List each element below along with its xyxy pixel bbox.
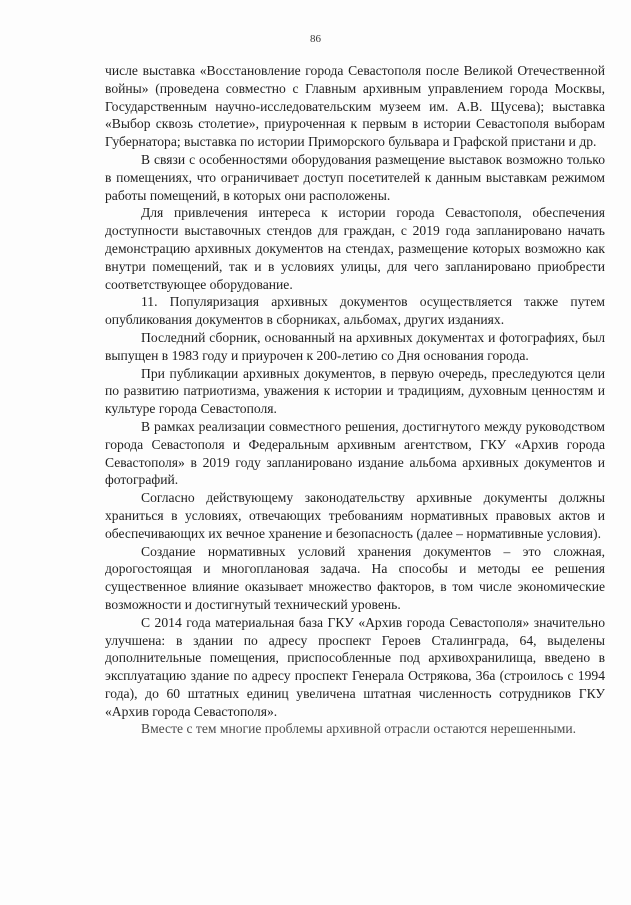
paragraph-publication-goals: При публикации архивных документов, в первую очередь, преследуются цели по развитию патриотизма, уважения к истории и традициям, духовным ценностям и культуре города Севастополя.	[105, 365, 605, 417]
page-number: 86	[310, 33, 321, 45]
paragraph-exhibitions-continued: числе выставка «Восстановление города Севастополя после Великой Отечественной войны» (проведена совместно с Главным архивным управлением города Москвы, Государственным научно-исследовательским музеем им. А.В. Щусева); выставка «Выбор сквозь столетие», приуроченная к первым в истории Севастополя выборам Губернатора; выставка по истории Приморского бульвара и Графской пристани и др.	[105, 63, 605, 150]
paragraph-stands-plan: Для привлечения интереса к истории города Севастополя, обеспечения доступности выставочных стендов для граждан, с 2019 года запланировано начать демонстрацию архивных документов на стендах, размещение которых возможно как внутри помещений, так и в условиях улицы, для чего запланировано приобрести соответствующее оборудование.	[105, 205, 605, 292]
paragraph-material-base: С 2014 года материальная база ГКУ «Архив города Севастополя» значительно улучшена: в здании по адресу проспект Героев Сталинграда, 64, выделены дополнительные помещения, приспособленные под архивохранилища, введено в эксплуатацию здание по адресу проспект Генерала Острякова, 36а (строилось с 1994 года), до 60 штатных единиц увеличена штатная численность сотрудников ГКУ «Архив города Севастополя».	[105, 614, 605, 719]
paragraph-popularization: 11. Популяризация архивных документов осуществляется также путем опубликования документов в сборниках, альбомах, других изданиях.	[105, 294, 605, 328]
paragraph-legislation: Согласно действующему законодательству архивные документы должны храниться в условиях, отвечающих требованиям нормативных правовых актов и обеспечивающих их вечное хранение и безопасность (далее – нормативные условия).	[105, 490, 605, 541]
paragraph-unsolved-problems: Вместе с тем многие проблемы архивной отрасли остаются нерешенными.	[141, 721, 576, 737]
paragraph-storage-conditions: Создание нормативных условий хранения документов – это сложная, дорогостоящая и многоплановая задача. На способы и методы ее решения существенное влияние оказывает множество факторов, в том числе экономические возможности и достигнутый технический уровень.	[105, 543, 605, 612]
paragraph-joint-decision: В рамках реализации совместного решения, достигнутого между руководством города Севастополя и Федеральным архивным агентством, ГКУ «Архив города Севастополя» в 2019 году запланировано издание альбома архивных документов и фотографий.	[105, 418, 605, 488]
body-text	[105, 62, 605, 738]
paragraph-equipment-limits: В связи с особенностями оборудования размещение выставок возможно только в помещениях, что ограничивает доступ посетителей к данным выставкам режимом работы помещений, в которых они расположены.	[105, 151, 605, 203]
paragraph-last-collection: Последний сборник, основанный на архивных документах и фотографиях, был выпущен в 1983 году и приурочен к 200-летию со Дня основания города.	[105, 329, 605, 363]
